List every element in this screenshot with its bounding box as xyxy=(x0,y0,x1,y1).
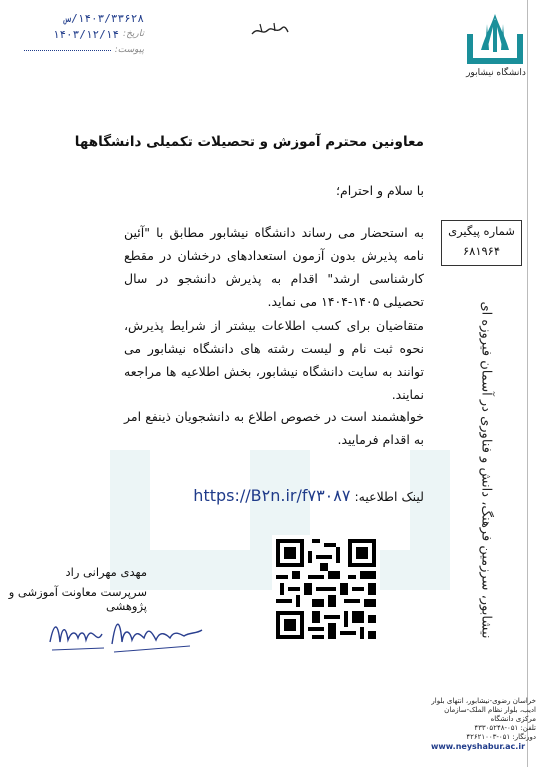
paragraph-1: به استحضار می رساند دانشگاه نیشابور مطابق با "آئین نامه پذیرش بدون آزمون استعدادهای درخشان در مقطع کارشناسی ارشد" اقدام به پذیرش دانشجو در سال تحصیلی ۱۴۰۵-۱۴۰۴ می نماید. xyxy=(124,225,424,309)
footer-fax: دورنگار: ۰۵۱-۴۲۶۲۱۰۰۳ xyxy=(466,733,536,741)
footer-website[interactable]: www.neyshabur.ac.ir xyxy=(431,742,526,751)
reference-number-row xyxy=(24,10,144,26)
announcement-link[interactable]: https://B۲n.ir/f۷۳۰۸۷ xyxy=(193,486,351,505)
announcement-link-line xyxy=(193,486,424,505)
addressee: معاونین محترم آموزش و تحصیلات تکمیلی دانشگاهها xyxy=(74,134,424,150)
attachment-row xyxy=(24,42,144,58)
page-border-line xyxy=(527,0,528,767)
date-label: تاریخ: xyxy=(123,29,144,39)
paragraph-3: خواهشمند است در خصوص اطلاع به دانشجویان ذینفع امر به اقدام فرمایید. xyxy=(124,409,424,447)
signatory-name: مهدی مهرانی راد xyxy=(65,565,147,579)
footer-address: خراسان رضوی-نیشابور، انتهای بلوار ادیب، بلوار نظام الملک-سازمان مرکزی دانشگاه xyxy=(431,697,536,723)
tracking-number: ۶۸۱۹۶۴ xyxy=(462,244,501,258)
reference-block xyxy=(24,10,144,58)
signatory-role: سرپرست معاونت آموزشی و پژوهشی xyxy=(8,585,147,613)
footer-phone: تلفن: ۰۵۱-۴۳۳۰۵۲۴۸ xyxy=(474,724,536,732)
reference-number: ۱۴۰۳/۳۳۶۲۸/س xyxy=(64,11,144,25)
salutation: با سلام و احترام؛ xyxy=(336,183,424,198)
attachment-dots xyxy=(24,50,111,51)
link-label: لینک اطلاعیه: xyxy=(354,489,424,504)
university-name: دانشگاه نیشابور xyxy=(466,68,526,78)
motto-block xyxy=(456,290,516,650)
reference-date: ۱۴۰۳/۱۲/۱۴ xyxy=(52,27,120,41)
handwritten-signature xyxy=(40,612,210,657)
footer-contact xyxy=(431,697,536,751)
tracking-box xyxy=(441,220,522,266)
tracking-label: شماره پیگیری xyxy=(448,224,515,238)
attachment-label: پیوست: xyxy=(114,45,144,55)
university-logo-icon xyxy=(463,10,527,70)
motto-text: نیشابور، سرزمین فرهنگ، دانش و فناوری در آسمان فیروزه ای xyxy=(478,301,494,639)
qr-code-icon xyxy=(272,535,380,643)
paragraph-2: متقاضیان برای کسب اطلاعات بیشتر از شرایط پذیرش، نحوه ثبت نام و لیست رشته های دانشگاه نیشابور می توانند به سایت دانشگاه نیشابور، بخش اطلاعیه ها مراجعه نمایند. xyxy=(124,318,424,402)
basmala-calligraphy xyxy=(250,20,290,40)
reference-date-row xyxy=(24,26,144,42)
